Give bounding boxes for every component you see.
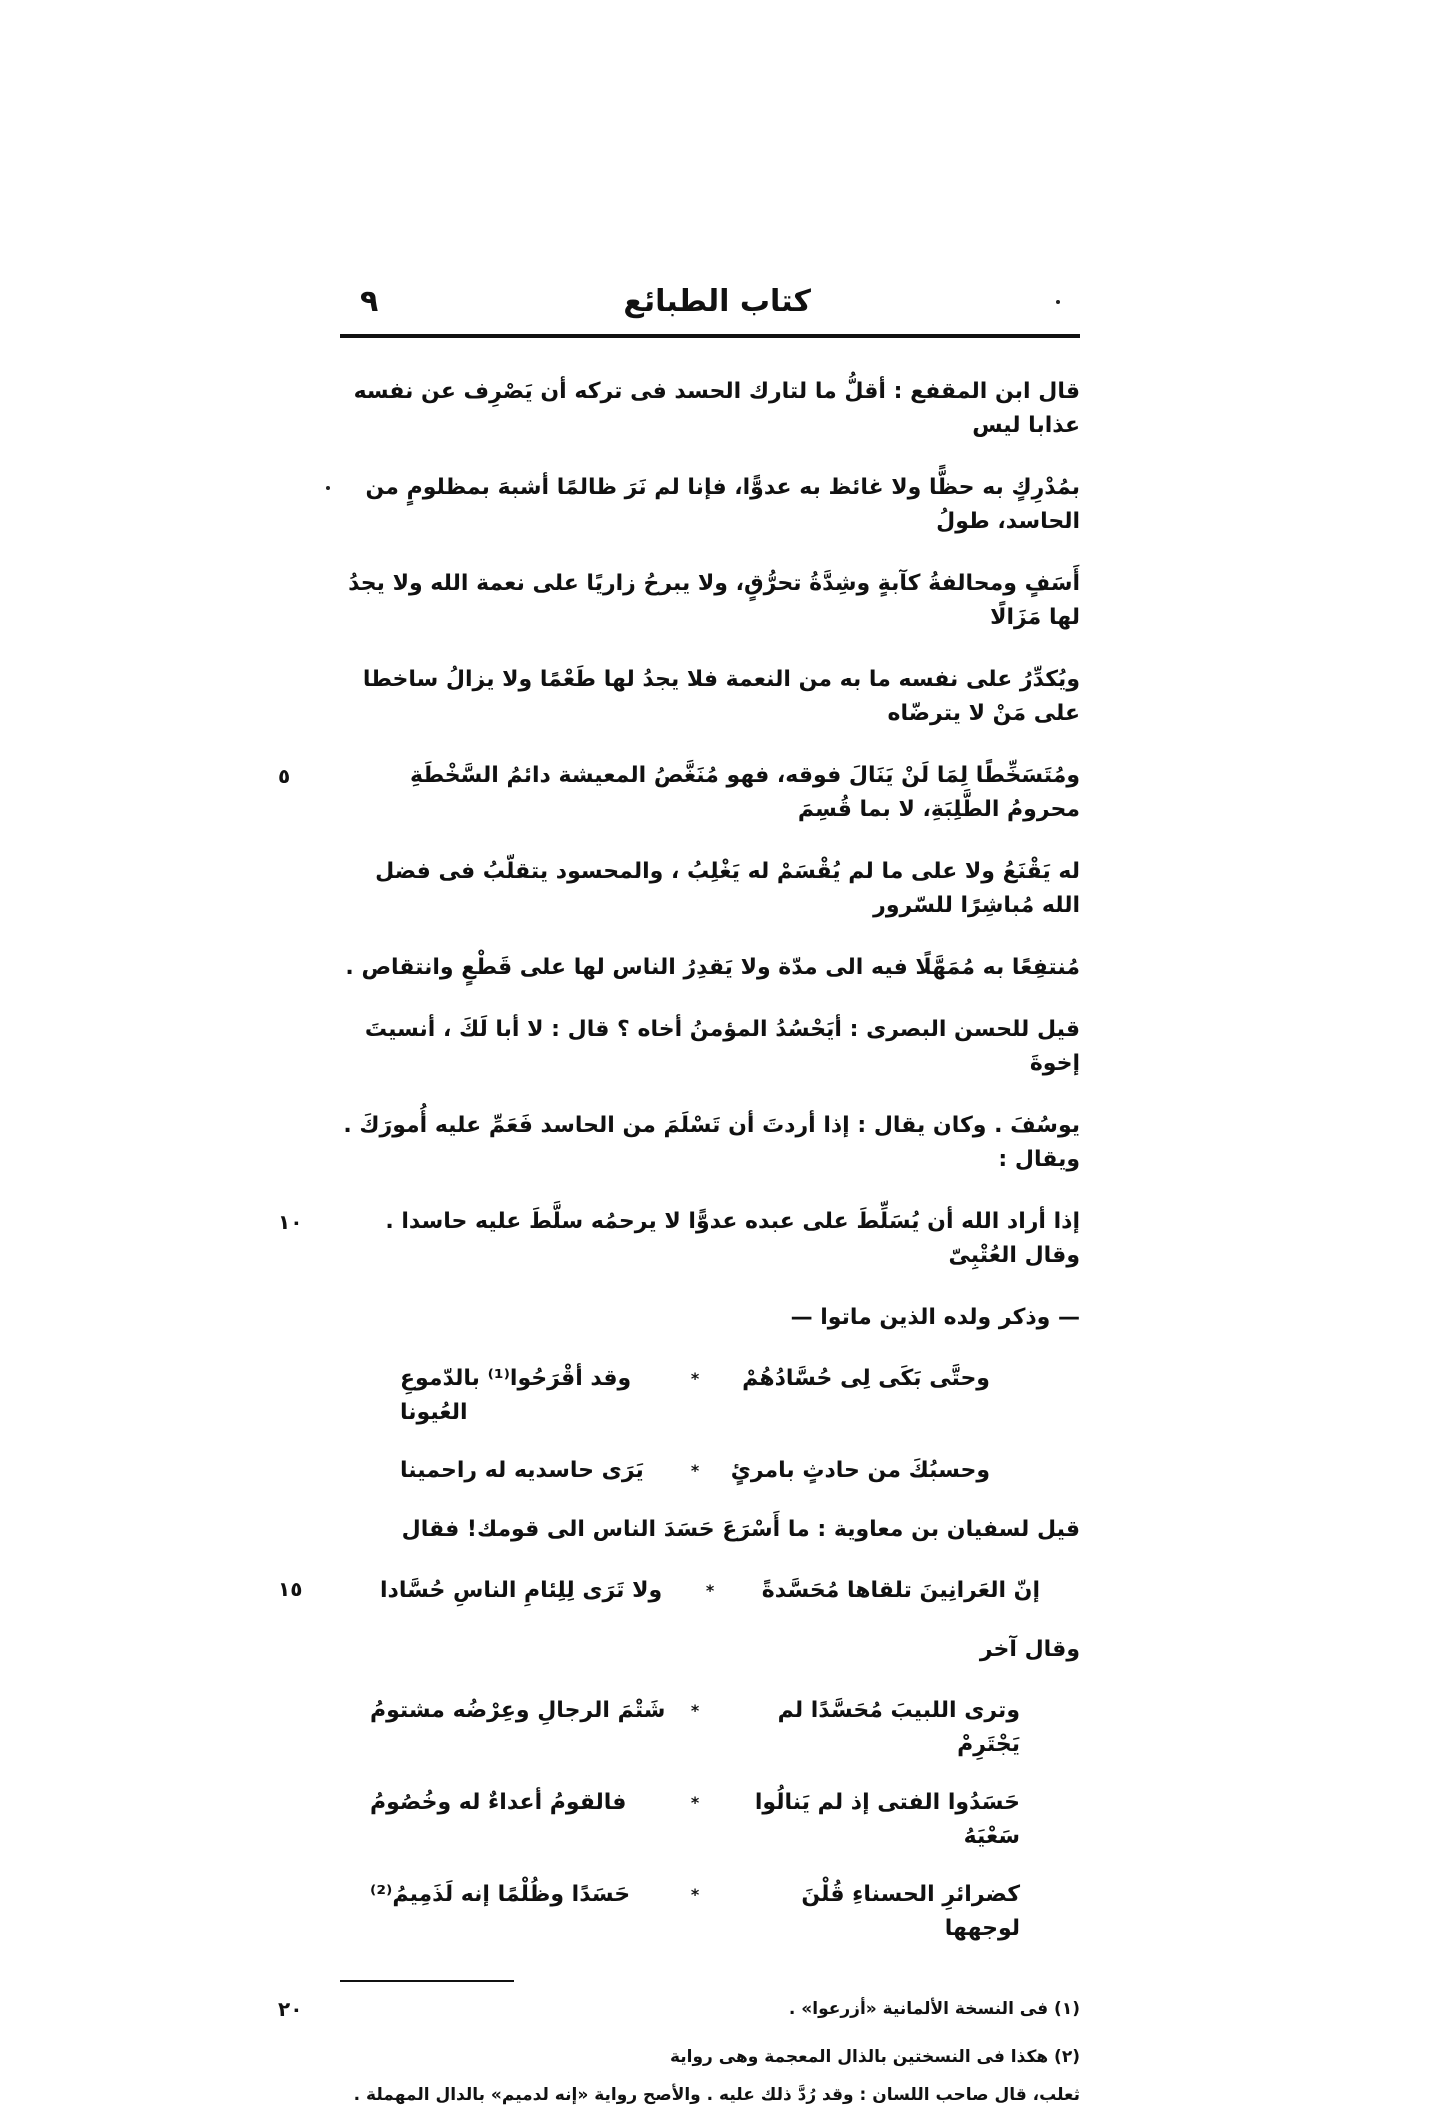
footnote-1: (١) فى النسخة الألمانية «أزرعوا» .: [788, 1999, 1080, 2019]
text-line: له يَقْنَعُ ولا على ما لم يُقْسَمْ له يَغْلِبُ ، والمحسود يتقلّبُ فى فضل الله مُباشِرًا للسّرور: [375, 859, 1080, 918]
verse-line: [370, 1774, 1020, 1866]
hemistich-first: كضرائرِ الحسناءِ قُلْنَ لوجهها: [801, 1882, 1020, 1941]
text-line: ومُتَسَخِّطًا لِمَا لَنْ يَنَالَ فوقه، فهو مُنَغَّصُ المعيشة دائمُ السَّخْطَةِ محرومُ الطَّلِبَةِ، لا بما قُسِمَ: [410, 763, 1080, 822]
footnote-rule: [340, 1980, 514, 1982]
text-line: يوسُفَ . وكان يقال : إذا أردتَ أن تَسْلَمَ من الحاسد فَعَمِّ عليه أُمورَكَ . ويقال :: [343, 1113, 1080, 1172]
text-line: مُنتفِعًا به مُمَهَّلًا فيه الى مدّة ولا يَقدِرُ الناس لها على قَطْعٍ وانتقاص .: [345, 955, 1080, 980]
hemistich-first: وحتَّى بَكَى لِى حُسَّادُهُمْ: [742, 1366, 990, 1391]
text-line: إذا أراد الله أن يُسَلِّطَ على عبده عدوًّا لا يرحمُه سلَّطَ عليه حاسدا . وقال العُتْبِىّ: [385, 1209, 1080, 1268]
hemistich-second: وقد أقْرَحُوا⁽¹⁾ بالدّموعِ العُيونا: [400, 1366, 632, 1425]
text-line-with-margin-dot: [340, 458, 1080, 554]
hemistich-first: وحسبُكَ من حادثٍ بامرئٍ: [730, 1458, 990, 1483]
text-line: ويُكدِّرُ على نفسه ما به من النعمة فلا يجدُ لها طَعْمًا ولا يزالُ ساخطا على مَنْ لا يترضّاه: [362, 667, 1080, 726]
text-line-numbered: [278, 746, 1080, 842]
line-number-20: ٢٠: [278, 1997, 303, 2021]
verse-separator: *: [690, 1701, 700, 1720]
hemistich-first: إنّ العَرانِينَ تلقاها مُحَسَّدةً: [761, 1578, 1040, 1603]
hemistich-second: شَتْمَ الرجالِ وعِرْضُه مشتومُ: [370, 1698, 666, 1723]
line-number-10: ١٠: [278, 1210, 303, 1234]
verses-another: [340, 1682, 1080, 1958]
hemistich-second: حَسَدًا وظُلْمًا إنه لَذَمِيمُ⁽²⁾: [370, 1882, 631, 1907]
hemistich-second: ولا تَرَى لِلِئامِ الناسِ حُسَّادا: [380, 1578, 663, 1603]
text-line: قيل للحسن البصرى : أيَحْسُدُ المؤمنُ أخاه ؟ قال : لا أبا لَكَ ، أنسيتَ إخوةَ: [364, 1017, 1080, 1076]
text-line: قال ابن المقفع : أقلُّ ما لتارك الحسد فى تركه أن يَصْرِف عن نفسه عذابا ليس: [353, 379, 1080, 438]
verse-separator: *: [690, 1369, 700, 1388]
book-page: [278, 278, 1080, 2114]
verses-utbi: [340, 1350, 1080, 1500]
paragraph-another-said: وقال آخر: [979, 1637, 1080, 1662]
hemistich-second: فالقومُ أعداءٌ له وخُصُومُ: [370, 1790, 627, 1815]
text-line-numbered: [278, 1192, 1080, 1288]
verse-line: [400, 1442, 990, 1500]
hemistich-first: حَسَدُوا الفتى إذ لم يَنالُوا سَعْيَهُ: [754, 1790, 1020, 1849]
page-number: ٩: [360, 284, 379, 319]
line-number-15: ١٥: [278, 1577, 303, 1601]
verse-line: [370, 1866, 1020, 1958]
margin-dot: [326, 486, 330, 490]
header-rule: [340, 334, 1080, 338]
paragraph-hasan-al-basri: [278, 1000, 1080, 1350]
verse-separator: *: [690, 1461, 700, 1480]
running-title: كتاب الطبائع: [623, 284, 811, 319]
footnote-row: [278, 1990, 1080, 2076]
footnote-2: (٢) هكذا فى النسختين بالذال المعجمة وهى رواية: [669, 2047, 1080, 2067]
footnote-2-continued: ثعلب، قال صاحب اللسان : وقد رُدَّ ذلك عليه . والأصح رواية «إنه لدميم» بالدال المهملة .: [353, 2085, 1080, 2105]
text-line: أَسَفٍ ومحالفةُ كآبةٍ وشِدَّةُ تحرُّقٍ، ولا يبرحُ زاريًا على نعمة الله ولا يجدُ لها مَزَالًا: [348, 571, 1080, 630]
hemistich-first: وترى اللبيبَ مُحَسَّدًا لم يَجْتَرِمْ: [777, 1698, 1020, 1757]
verse-separator: *: [705, 1581, 715, 1600]
line-number-5: ٥: [278, 764, 291, 788]
hemistich-second: يَرَى حاسديه له راحمينا: [400, 1458, 644, 1483]
verse-separator: *: [690, 1885, 700, 1904]
verses-sufyan: [278, 1562, 1080, 1620]
header-dot: [1056, 300, 1060, 304]
verse-line: [400, 1350, 990, 1442]
verse-line: [370, 1682, 1020, 1774]
page-header: [340, 278, 1080, 326]
verse-separator: *: [690, 1793, 700, 1812]
text-line: — وذكر ولده الذين ماتوا —: [790, 1305, 1080, 1330]
verse-line: [278, 1562, 1040, 1620]
paragraph-sufyan: قيل لسفيان بن معاوية : ما أَسْرَعَ حَسَدَ الناس الى قومك! فقال: [401, 1517, 1080, 1542]
text-line: بمُدْرِكٍ به حظًّا ولا غائظ به عدوًّا، فإنا لم نَرَ ظالمًا أشبهَ بمظلومٍ من الحاسد، طولُ: [365, 475, 1080, 534]
paragraph-ibn-al-muqaffa: [278, 362, 1080, 1000]
footnotes: [278, 1990, 1080, 2114]
